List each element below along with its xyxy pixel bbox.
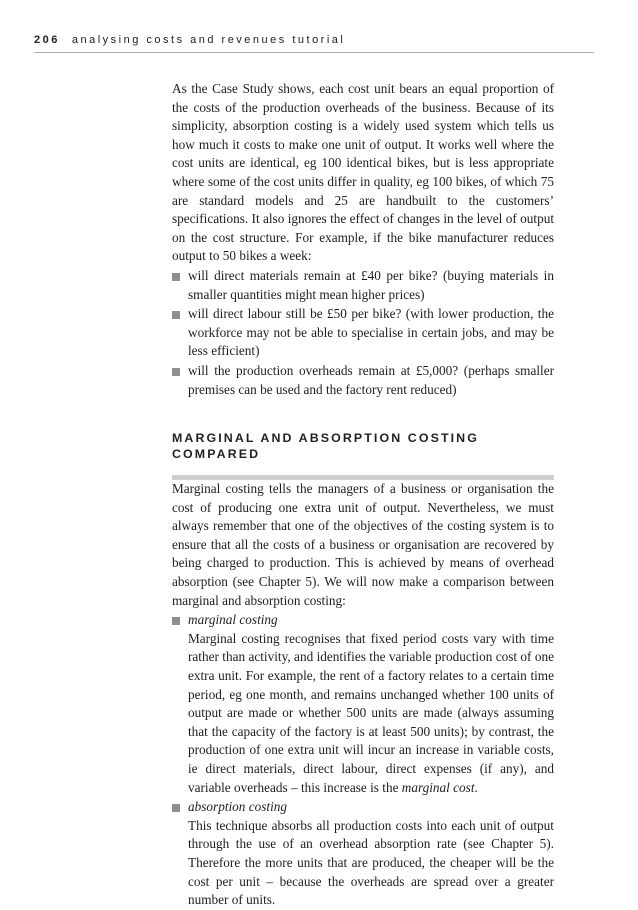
bullet-subheading: absorption costing (188, 799, 288, 815)
section-heading: MARGINAL AND ABSORPTION COSTING COMPARED (172, 431, 479, 462)
bullet-body (188, 817, 554, 910)
bullet-body-text: Marginal costing recognises that fixed period costs vary with time rather than activity, and identifies the variable production cost of one extra unit. For example, the rent of a factory relates to a certain time period, eg one month, and remains unchanged whether 100 units of output are made or whether 500 units are made (always assuming that the capacity of the factory is at least 500 units); by contrast, the production of one extra unit will incur an increase in variable costs, ie direct materials, direct labour, direct expenses (if any), and variable overheads – this increase is the (188, 630, 554, 795)
bullet-square-icon (172, 804, 180, 812)
bullet-item (172, 798, 554, 910)
bullet-square-icon (172, 617, 180, 625)
bullet-square-icon (172, 311, 180, 319)
running-header (34, 34, 594, 54)
bullet-text: will direct materials remain at £40 per bike? (buying materials in smaller quantities might mean higher prices) (188, 267, 554, 302)
bullet-item (172, 305, 554, 361)
header-rule (34, 52, 594, 53)
running-title: analysing costs and revenues tutorial (71, 34, 346, 46)
bullet-body-end: . (474, 779, 478, 795)
bullet-square-icon (172, 368, 180, 376)
page-number: 206 (34, 34, 60, 46)
bullet-text: will the production overheads remain at £5,000? (perhaps smaller premises can be used and the factory rent reduced) (188, 362, 554, 397)
bullet-item (172, 611, 554, 797)
bullet-item (172, 267, 554, 304)
bullet-square-icon (172, 273, 180, 281)
bullet-item (172, 362, 554, 399)
section-paragraph: Marginal costing tells the managers of a business or organisation the cost of producing one extra unit of output. Nevertheless, we must always remember that one of the objectives of the costing system is to ensure that all the costs of a business or organisation are recovered by being charged to production. This is achieved by means of overhead absorption (see Chapter 5). We will now make a comparison between marginal and absorption costing: (172, 481, 554, 608)
intro-paragraph: As the Case Study shows, each cost unit bears an equal proportion of the costs of the production overheads of the business. Because of its simplicity, absorption costing is a widely used system which tells us how much it costs to make one unit of output. It works well where the cost units are identical, eg 100 identical bikes, but is less appropriate where some of the cost units differ in quality, eg 100 bikes, of which 75 are standard models and 25 are handbuilt to the customers’ specifications. It also ignores the effect of changes in the level of output on the cost structure. For example, if the bike manufacturer reduces output to 50 bikes a week: (172, 81, 554, 264)
emphasis-term: marginal cost (401, 779, 475, 795)
bullet-text: will direct labour still be £50 per bike? (with lower production, the workforce may not be able to specialise in certain jobs, and may be less efficient) (188, 306, 554, 359)
bullet-subheading: marginal costing (188, 612, 278, 628)
main-content (172, 80, 554, 910)
bullet-body (188, 630, 554, 797)
bullet-body-text: This technique absorbs all production costs into each unit of output through the use of an overhead absorption rate (see Chapter 5). Therefore the more units that are produced, the cheaper will be the cost per unit – because the overheads are spread over a greater number of units. (188, 817, 554, 908)
